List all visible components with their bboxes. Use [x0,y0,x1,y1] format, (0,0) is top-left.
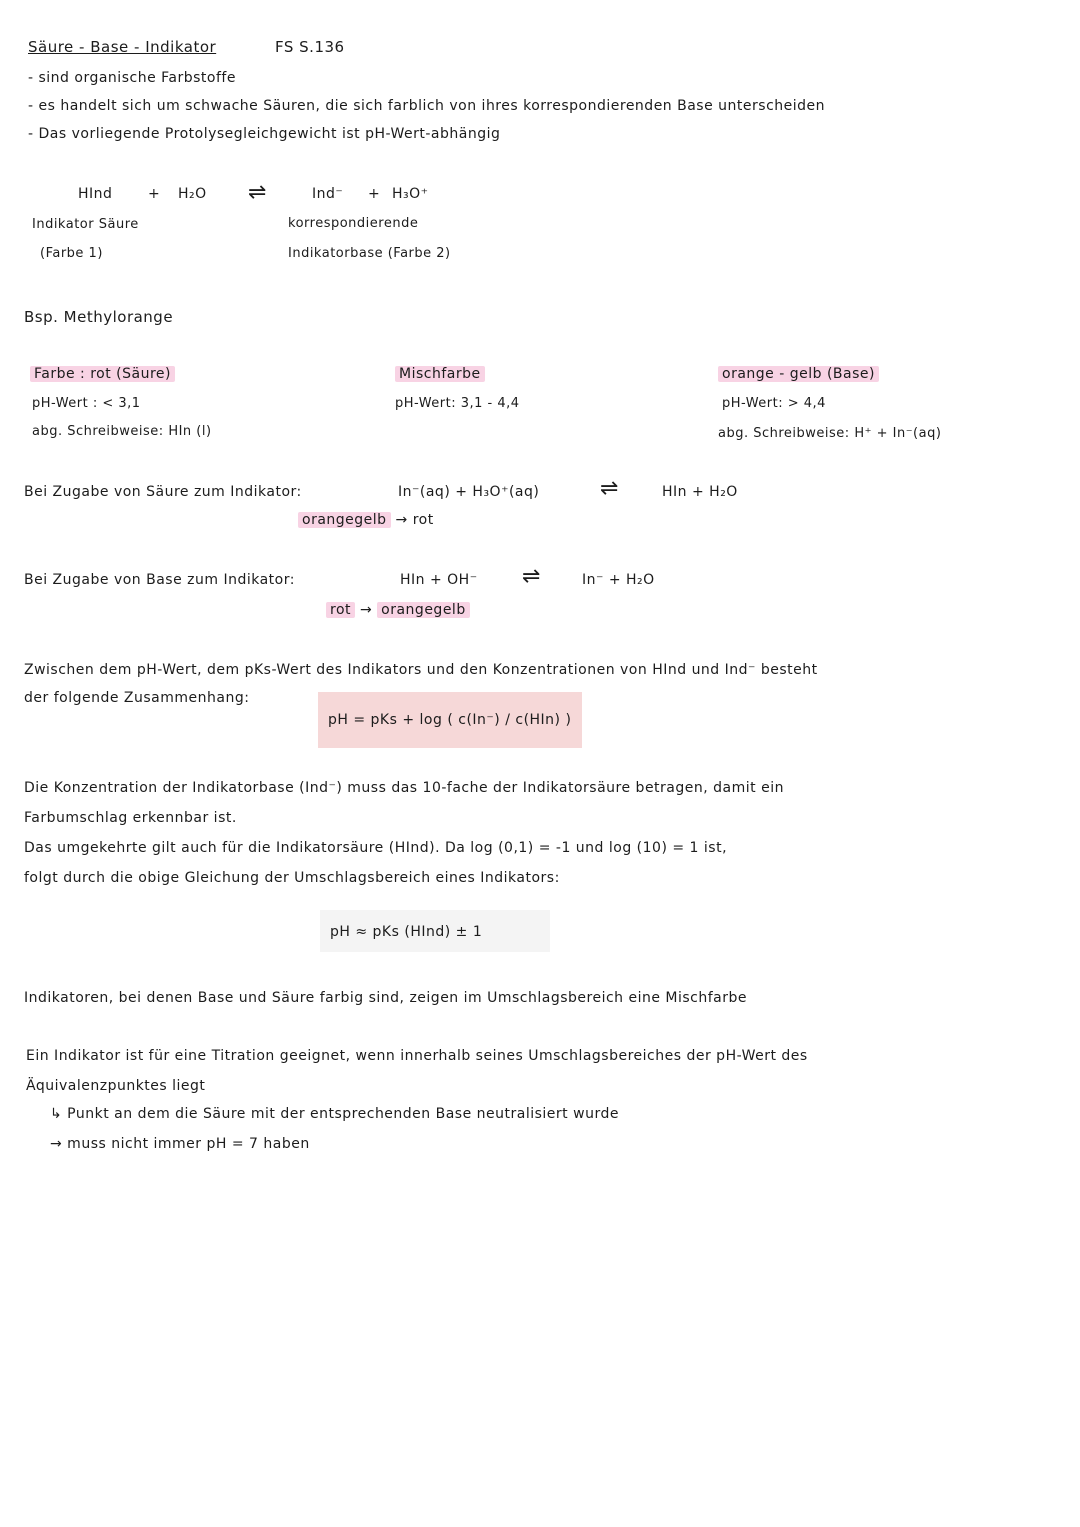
base-addition-text: Bei Zugabe von Base zum Indikator: [24,572,295,588]
bullet-weak-acids: - es handelt sich um schwache Säuren, die sich farblich von ihres korrespondierenden Base unterscheiden [28,98,826,114]
equation-product-ind: Ind⁻ [312,186,344,202]
concentration-line-4: folgt durch die obige Gleichung der Umschlagsbereich eines Indikators: [24,870,560,886]
acid-notation: abg. Schreibweise: HIn (l) [32,424,212,439]
base-addition-equation: HIn + OH⁻ [400,572,478,588]
acid-color-text: Farbe : rot (Säure) [30,366,175,382]
page-reference: FS S.136 [275,38,345,56]
concentration-line-3: Das umgekehrte gilt auch für die Indikatorsäure (HInd). Da log (0,1) = -1 und log (10) = 1 ist, [24,840,728,856]
base-color-text: orange - gelb (Base) [718,366,879,382]
relation-line-2: der folgende Zusammenhang: [24,690,250,706]
example-title: Bsp. Methylorange [24,308,174,326]
color-change-arrow: → [395,512,408,528]
titration-line-2: Äquivalenzpunktes liegt [26,1078,206,1094]
color-from: rot [326,602,355,618]
titration-line-3: ↳ Punkt an dem die Säure mit der entsprechenden Base neutralisiert wurde [50,1106,619,1122]
titration-line-1: Ein Indikator ist für eine Titration geeignet, wenn innerhalb seines Umschlagsbereiches der pH-Wert des [26,1048,808,1064]
color-to: rot [412,512,434,528]
equilibrium-arrow: ⇌ [522,564,541,589]
titration-line-4: → muss nicht immer pH = 7 haben [50,1136,310,1152]
base-color [718,366,879,382]
bullet-equilibrium: - Das vorliegende Protolysegleichgewicht ist pH-Wert-abhängig [28,126,501,142]
acid-color [30,366,175,382]
equilibrium-arrow: ⇌ [600,476,619,501]
equation-product-hydronium: H₃O⁺ [392,186,429,202]
equilibrium-arrow: ⇌ [248,180,267,205]
equation-reactant-water: H₂O [178,186,207,202]
acid-addition-text: Bei Zugabe von Säure zum Indikator: [24,484,302,500]
label-corresponding: korrespondierende [288,216,419,231]
label-color-1: (Farbe 1) [40,246,103,261]
equation-plus: + [148,186,161,202]
mixed-color [395,366,485,382]
mixed-ph: pH-Wert: 3,1 - 4,4 [395,396,520,411]
page-title: Säure - Base - Indikator [28,38,217,56]
transition-range-formula: pH ≈ pKs (HInd) ± 1 [330,924,483,940]
color-to: orangegelb [377,602,470,618]
base-addition-products: In⁻ + H₂O [582,572,655,588]
equation-plus: + [368,186,381,202]
color-change-arrow: → [359,602,373,618]
color-from: orangegelb [298,512,391,528]
acid-addition-equation: In⁻(aq) + H₃O⁺(aq) [398,484,540,500]
base-notation: abg. Schreibweise: H⁺ + In⁻(aq) [718,426,942,441]
label-indicator-base: Indikatorbase (Farbe 2) [288,246,451,261]
equation-reactant-hind: HInd [78,186,113,202]
color-change-base [326,602,470,618]
concentration-line-2: Farbumschlag erkennbar ist. [24,810,237,826]
concentration-line-1: Die Konzentration der Indikatorbase (Ind⁻) muss das 10-fache der Indikatorsäure betragen, damit ein [24,780,784,796]
base-ph: pH-Wert: > 4,4 [722,396,826,411]
acid-ph: pH-Wert : < 3,1 [32,396,141,411]
mixcolor-note: Indikatoren, bei denen Base und Säure farbig sind, zeigen im Umschlagsbereich eine Mischfarbe [24,990,748,1006]
relation-line-1: Zwischen dem pH-Wert, dem pKs-Wert des Indikators und den Konzentrationen von HInd und Ind⁻ besteht [24,662,818,678]
henderson-formula: pH = pKs + log ( c(In⁻) / c(HIn) ) [328,712,572,728]
color-change-acid [298,512,434,528]
mixed-color-text: Mischfarbe [395,366,485,382]
bullet-organic-dyes: - sind organische Farbstoffe [28,70,236,86]
acid-addition-products: HIn + H₂O [662,484,738,500]
label-indicator-acid: Indikator Säure [32,217,139,232]
